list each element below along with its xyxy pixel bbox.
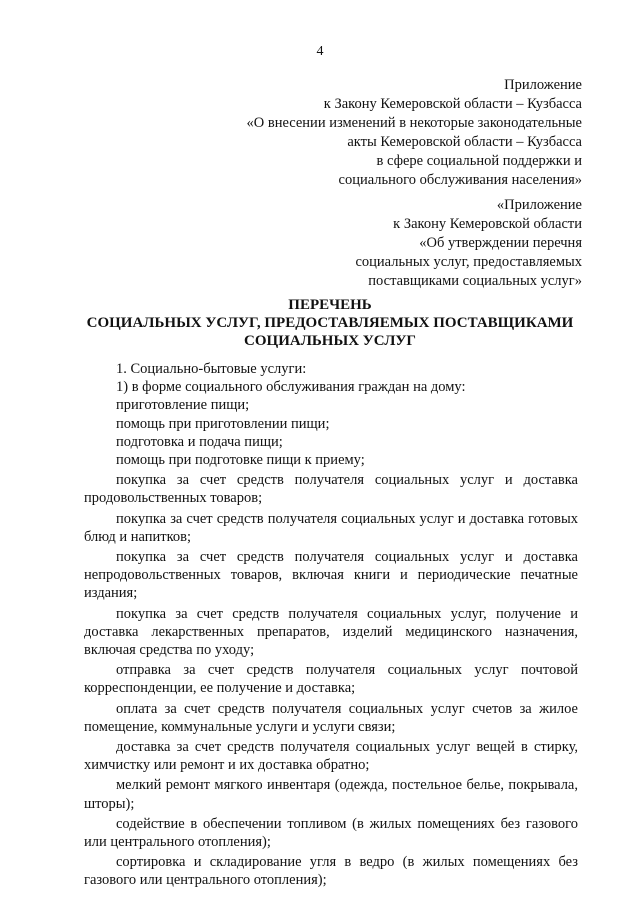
service-item: приготовление пищи; — [116, 397, 250, 414]
service-item: помощь при приготовлении пищи; — [116, 415, 330, 432]
service-item: сортировка и складирование угля в ведро (в жилых помещениях без газового или центрального отопления); — [84, 854, 578, 889]
nested-attachment-line: социальных услуг, предоставляемых — [355, 254, 582, 270]
service-item: отправка за счет средств получателя социальных услуг почтовой корреспонденции, ее получение и доставка; — [84, 662, 578, 697]
service-item: покупка за счет средств получателя социальных услуг, получение и доставка лекарственных препаратов, изделий медицинского назначения, включая средства по уходу; — [84, 605, 578, 659]
service-item: содействие в обеспечении топливом (в жилых помещениях без газового или центрального отопления); — [84, 815, 578, 851]
attachment-header-line: в сфере социальной поддержки и — [376, 153, 582, 169]
service-item: покупка за счет средств получателя социальных услуг и доставка непродовольственных товаров, включая книги и периодические печатные издания; — [84, 549, 578, 602]
attachment-header-line: Приложение — [504, 77, 582, 93]
service-item: покупка за счет средств получателя социальных услуг и доставка продовольственных товаров; — [84, 472, 578, 507]
document-body — [84, 360, 578, 890]
nested-attachment-line: поставщиками социальных услуг» — [368, 273, 582, 289]
subsection-heading: 1) в форме социального обслуживания граждан на дому: — [116, 379, 466, 396]
attachment-header-line: «О внесении изменений в некоторые законодательные — [246, 115, 582, 131]
title-line: ПЕРЕЧЕНЬ — [288, 297, 372, 313]
nested-attachment-line: «Об утверждении перечня — [419, 235, 582, 251]
service-item: оплата за счет средств получателя социальных услуг счетов за жилое помещение, коммунальные услуги и услуги связи; — [84, 700, 578, 735]
service-item: мелкий ремонт мягкого инвентаря (одежда, постельное белье, покрывала, шторы); — [84, 777, 578, 812]
title-line: СОЦИАЛЬНЫХ УСЛУГ — [244, 333, 416, 349]
service-item: покупка за счет средств получателя социальных услуг и доставка готовых блюд и напитков; — [84, 510, 578, 545]
attachment-header-line: к Закону Кемеровской области – Кузбасса — [323, 96, 582, 112]
attachment-header-line: акты Кемеровской области – Кузбасса — [347, 134, 582, 150]
title-line: СОЦИАЛЬНЫХ УСЛУГ, ПРЕДОСТАВЛЯЕМЫХ ПОСТАВЩИКАМИ — [86, 315, 574, 331]
attachment-header-line: социального обслуживания населения» — [338, 172, 582, 188]
attachment-header — [247, 76, 583, 190]
page-number: 4 — [316, 44, 324, 59]
nested-attachment-line: к Закону Кемеровской области — [393, 216, 582, 232]
section-heading: 1. Социально-бытовые услуги: — [116, 361, 307, 377]
service-item: подготовка и подача пищи; — [116, 433, 283, 450]
document-title — [60, 296, 600, 350]
nested-attachment-line: «Приложение — [496, 197, 582, 213]
nested-attachment-header — [355, 196, 582, 291]
service-item: помощь при подготовке пищи к приему; — [116, 452, 365, 469]
service-item: доставка за счет средств получателя социальных услуг вещей в стирку, химчистку или ремонт и их доставка обратно; — [84, 739, 578, 774]
